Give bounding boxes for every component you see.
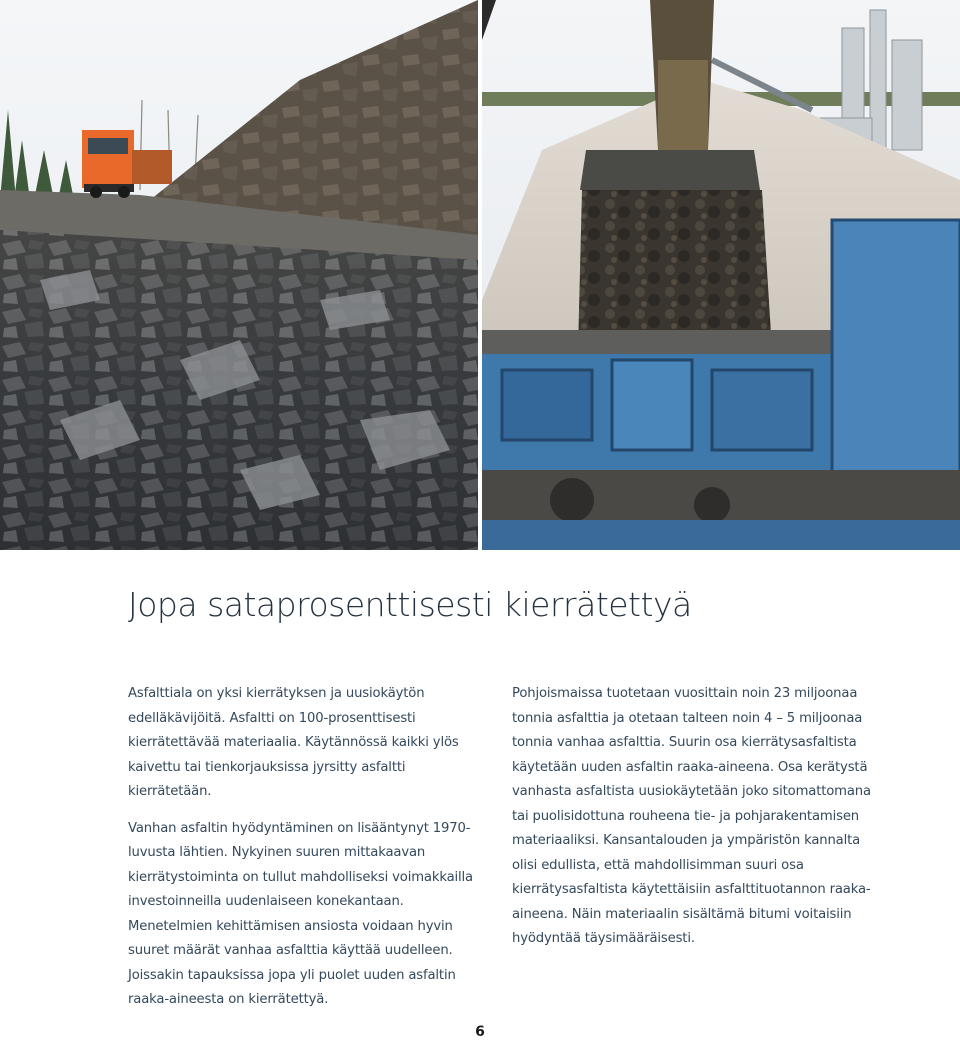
right-paragraph-1: Pohjoismaissa tuotetaan vuosittain noin 23 miljoonaa tonnia asfalttia ja otetaan talteen noin 4 – 5 miljoonaa tonnia vanhaa asfalttia. Suurin osa kierrätysasfaltista käytetään uuden asfaltin raaka-aineena. Osa kerätystä vanhasta asfaltista uusiokäytetään joko sitomattomana tai puolisidottuna rouheena tie- ja pohjarakentamisen materiaaliksi. Kansantalouden ja ympäristön kannalta olisi edullista, että mahdollisimman suuri osa kierrätysasfaltista käytettäisiin asfalttituotannon raaka-aineena. Näin materiaalin sisältämä bitumi voitaisiin hyödyntää täysimääräisesti.	[512, 686, 871, 946]
left-column	[128, 682, 480, 1013]
excavator-crushing-plant-photo	[482, 0, 960, 550]
right-column	[512, 682, 872, 952]
left-paragraph-1: Asfalttiala on yksi kierrätyksen ja uusiokäytön edelläkävijöitä. Asfaltti on 100-prosenttisesti kierrätettävää materiaalia. Käytännössä kaikki ylös kaivettu tai tienkorjauksissa jyrsitty asfaltti kierrätetään.	[128, 686, 459, 799]
asphalt-rubble-pile-photo	[0, 0, 478, 550]
page-number: 6	[475, 1024, 485, 1040]
page-title: Jopa sataprosenttisesti kierrätettyä	[128, 585, 692, 624]
left-paragraph-2: Vanhan asfaltin hyödyntäminen on lisääntynyt 1970-luvusta lähtien. Nykyinen suuren mittakaavan kierrätystoiminta on tullut mahdolliseksi voimakkailla investoinneilla uudenlaiseen konekantaan. Menetelmien kehittämisen ansiosta voidaan hyvin suuret määrät vanhaa asfalttia käyttää uudelleen. Joissakin tapauksissa jopa yli puolet uuden asfaltin raaka-aineesta on kierrätettyä.	[128, 820, 473, 1007]
